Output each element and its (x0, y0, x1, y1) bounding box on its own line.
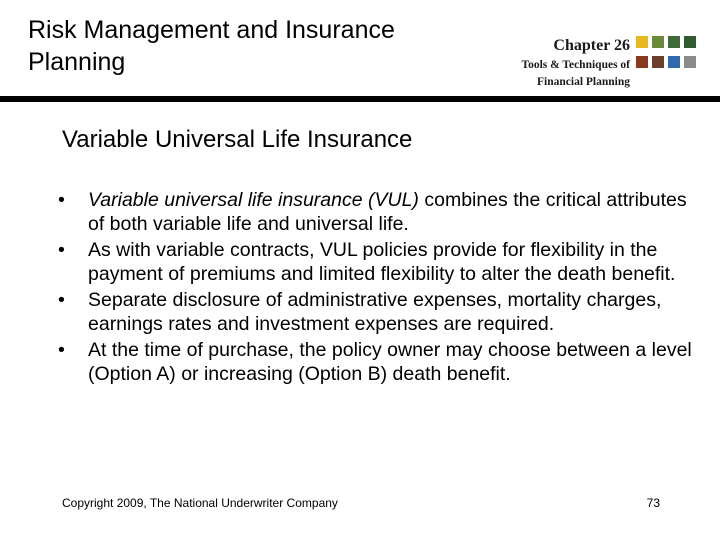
chapter-subtitle-line1: Tools & Techniques of (521, 59, 630, 71)
bullet-marker: • (58, 289, 65, 311)
square-8 (684, 56, 696, 68)
section-title: Variable Universal Life Insurance (62, 126, 413, 153)
decorative-squares (636, 36, 716, 72)
bullet-3-text: Separate disclosure of administrative expenses, mortality charges, earnings rates and investment expenses are required. (88, 289, 662, 335)
header-divider (0, 96, 720, 102)
bullet-1-text: combines the critical attributes of both variable life and universal life. (88, 189, 687, 235)
bullet-marker: • (58, 339, 65, 361)
course-title: Risk Management and Insurance Planning (28, 16, 395, 76)
chapter-label: Chapter 26 (553, 37, 630, 54)
bullet-item-1 (58, 188, 698, 236)
bullet-item-3 (58, 288, 698, 336)
slide-header (0, 0, 720, 96)
square-2 (652, 36, 664, 48)
bullet-1-italic: Variable universal life insurance (VUL) (88, 189, 419, 211)
bullet-item-2 (58, 238, 698, 286)
bullet-marker: • (58, 189, 65, 211)
bullet-marker: • (58, 239, 65, 261)
bullet-list (58, 188, 698, 388)
chapter-subtitle-line2: Financial Planning (537, 76, 630, 88)
copyright-text: Copyright 2009, The National Underwriter Company (62, 496, 338, 510)
page-number: 73 (646, 496, 660, 510)
square-1 (636, 36, 648, 48)
bullet-item-4 (58, 338, 698, 386)
bullet-4-text: At the time of purchase, the policy owner may choose between a level (Option A) or increasing (Option B) death benefit. (88, 339, 692, 385)
square-4 (684, 36, 696, 48)
chapter-block (521, 36, 630, 90)
square-7 (668, 56, 680, 68)
square-5 (636, 56, 648, 68)
square-6 (652, 56, 664, 68)
square-3 (668, 36, 680, 48)
bullet-2-text: As with variable contracts, VUL policies provide for flexibility in the payment of premiums and limited flexibility to alter the death benefit. (88, 239, 676, 285)
